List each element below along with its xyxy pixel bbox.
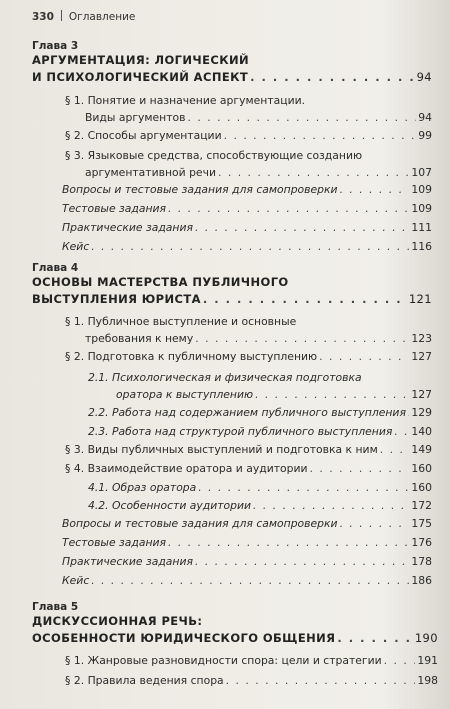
toc-entry: [65, 441, 432, 458]
toc-entry-row: [65, 330, 432, 347]
toc-entry: [62, 553, 432, 570]
leader-dots: [394, 423, 409, 440]
leader-dots: [337, 630, 412, 647]
leader-dots: [198, 479, 409, 496]
toc-entry-line: Тестовые задания: [62, 536, 167, 549]
page-ref: 123: [411, 332, 432, 345]
toc-entry-line: Практические задания: [62, 221, 193, 234]
page-ref: 176: [411, 536, 432, 549]
toc-entry-line: § 1. Понятие и назначение аргументации.: [65, 94, 306, 107]
toc-entry-line: требования к нему: [85, 332, 194, 345]
page-ref: 127: [411, 350, 432, 363]
leader-dots: [408, 404, 409, 421]
chapter-title: [32, 52, 432, 86]
page-ref: 160: [411, 462, 432, 475]
leader-dots: [195, 330, 409, 347]
toc-entry-row: [65, 109, 432, 126]
leader-dots: [224, 127, 417, 144]
toc-entry-line: § 2. Правила ведения спора: [65, 674, 224, 687]
toc-entry-line: § 3. Виды публичных выступлений и подготовка к ним: [65, 443, 378, 456]
leader-dots: [195, 219, 409, 236]
page-ref: 99: [418, 129, 432, 142]
page-ref: 175: [411, 517, 432, 530]
chapter-label: Глава 4: [32, 262, 79, 274]
page-ref: 111: [411, 221, 432, 234]
leader-dots: [255, 386, 409, 403]
toc-entry: [62, 572, 432, 589]
page-ref: 127: [411, 388, 432, 401]
page-ref: 107: [411, 166, 432, 179]
leader-dots: [253, 497, 409, 514]
toc-entry: [65, 313, 432, 347]
leader-dots: [187, 109, 416, 126]
page-ref: 94: [416, 70, 432, 84]
chapter-title-line: АРГУМЕНТАЦИЯ: ЛОГИЧЕСКИЙ: [32, 53, 250, 67]
toc-entry: [88, 497, 432, 514]
leader-dots: [91, 238, 409, 255]
page-ref: 94: [418, 111, 432, 124]
toc-entry: [62, 200, 432, 217]
toc-entry: [65, 460, 432, 477]
leader-dots: [168, 200, 409, 217]
toc-entry-line: 4.2. Особенности аудитории: [88, 499, 252, 512]
toc-entry-line: 2.1. Психологическая и физическая подготовка: [88, 371, 362, 384]
leader-dots: [319, 348, 409, 365]
toc-entry-line: Практические задания: [62, 555, 193, 568]
leader-dots: [250, 69, 414, 86]
toc-entry-row: [65, 164, 432, 181]
toc-entry-line: Тестовые задания: [62, 202, 167, 215]
page-ref: 190: [414, 631, 438, 645]
page-ref: 121: [408, 292, 432, 306]
chapter-title: [32, 613, 438, 647]
chapter-label: Глава 3: [32, 40, 79, 52]
toc-entry-line: § 2. Способы аргументации: [65, 129, 222, 142]
toc-entry-line: 2.2. Работа над содержанием публичного выступления: [88, 406, 406, 419]
toc-entry-line: оратора к выступлению: [116, 388, 254, 401]
chapter-title-line: ОСНОВЫ МАСТЕРСТВА ПУБЛИЧНОГО: [32, 275, 289, 289]
toc-entry-line: § 3. Языковые средства, способствующие созданию: [65, 149, 363, 162]
leader-dots: [310, 460, 410, 477]
toc-entry-line: § 1. Жанровые разновидности спора: цели и стратегии: [65, 654, 382, 667]
page-ref: 109: [411, 183, 432, 196]
leader-dots: [203, 291, 407, 308]
page-ref: 160: [411, 481, 432, 494]
chapter-title-row: [32, 291, 432, 308]
toc-entry: [65, 672, 438, 689]
page-ref: 109: [411, 202, 432, 215]
toc-entry-line: § 1. Публичное выступление и основные: [65, 315, 297, 328]
leader-dots: [91, 572, 409, 589]
chapter-title-line: ДИСКУССИОННАЯ РЕЧЬ:: [32, 614, 203, 628]
toc-entry: [88, 423, 432, 440]
page-ref: 149: [411, 443, 432, 456]
toc-entry: [65, 147, 432, 181]
page-header: [32, 10, 135, 23]
toc-entry: [62, 534, 432, 551]
leader-dots: [168, 534, 409, 551]
leader-dots: [195, 553, 409, 570]
page-number: 330: [32, 11, 54, 23]
toc-entry-line: 4.1. Образ оратора: [88, 481, 197, 494]
toc-entry: [88, 369, 432, 403]
leader-dots: [218, 164, 409, 181]
page-ref: 186: [411, 574, 432, 587]
header-divider: [61, 10, 62, 21]
page-ref: 191: [417, 654, 438, 667]
toc-entry: [65, 348, 432, 365]
toc-entry-line: 2.3. Работа над структурой публичного выступления: [88, 425, 393, 438]
toc-entry-line: аргументативной речи: [85, 166, 216, 179]
toc-entry-line: Кейс: [62, 574, 90, 587]
toc-entry: [65, 652, 438, 669]
toc-entry: [62, 238, 432, 255]
toc-entry: [88, 404, 432, 421]
toc-entry: [88, 479, 432, 496]
chapter-title: [32, 274, 432, 308]
toc-entry-line: Вопросы и тестовые задания для самопроверки: [62, 517, 338, 530]
toc-entry-line: § 2. Подготовка к публичному выступлению: [65, 350, 318, 363]
toc-entry-line: Кейс: [62, 240, 90, 253]
chapter-label: Глава 5: [32, 601, 79, 613]
toc-entry-line: Вопросы и тестовые задания для самопроверки: [62, 183, 338, 196]
chapter-title-row: [32, 630, 438, 647]
page-ref: 140: [411, 425, 432, 438]
chapter-title-line: ОСОБЕННОСТИ ЮРИДИЧЕСКОГО ОБЩЕНИЯ: [32, 631, 336, 645]
chapter-title-row: [32, 69, 432, 86]
page-ref: 198: [417, 674, 438, 687]
chapter-title-line: ВЫСТУПЛЕНИЯ ЮРИСТА: [32, 292, 201, 306]
toc-entry-line: § 4. Взаимодействие оратора и аудитории: [65, 462, 308, 475]
toc-entry: [62, 515, 432, 532]
running-title: Оглавление: [68, 11, 136, 23]
leader-dots: [340, 515, 410, 532]
leader-dots: [380, 441, 410, 458]
page-ref: 178: [411, 555, 432, 568]
leader-dots: [340, 181, 410, 198]
toc-entry: [65, 127, 432, 144]
leader-dots: [384, 652, 416, 669]
toc-entry: [62, 219, 432, 236]
page-ref: 172: [411, 499, 432, 512]
chapter-title-line: И ПСИХОЛОГИЧЕСКИЙ АСПЕКТ: [32, 70, 249, 84]
leader-dots: [226, 672, 416, 689]
toc-entry: [65, 92, 432, 126]
toc-entry-row: [88, 386, 432, 403]
toc-entry-line: Виды аргументов: [85, 111, 186, 124]
page-ref: 129: [411, 406, 432, 419]
page-ref: 116: [411, 240, 432, 253]
toc-entry: [62, 181, 432, 198]
